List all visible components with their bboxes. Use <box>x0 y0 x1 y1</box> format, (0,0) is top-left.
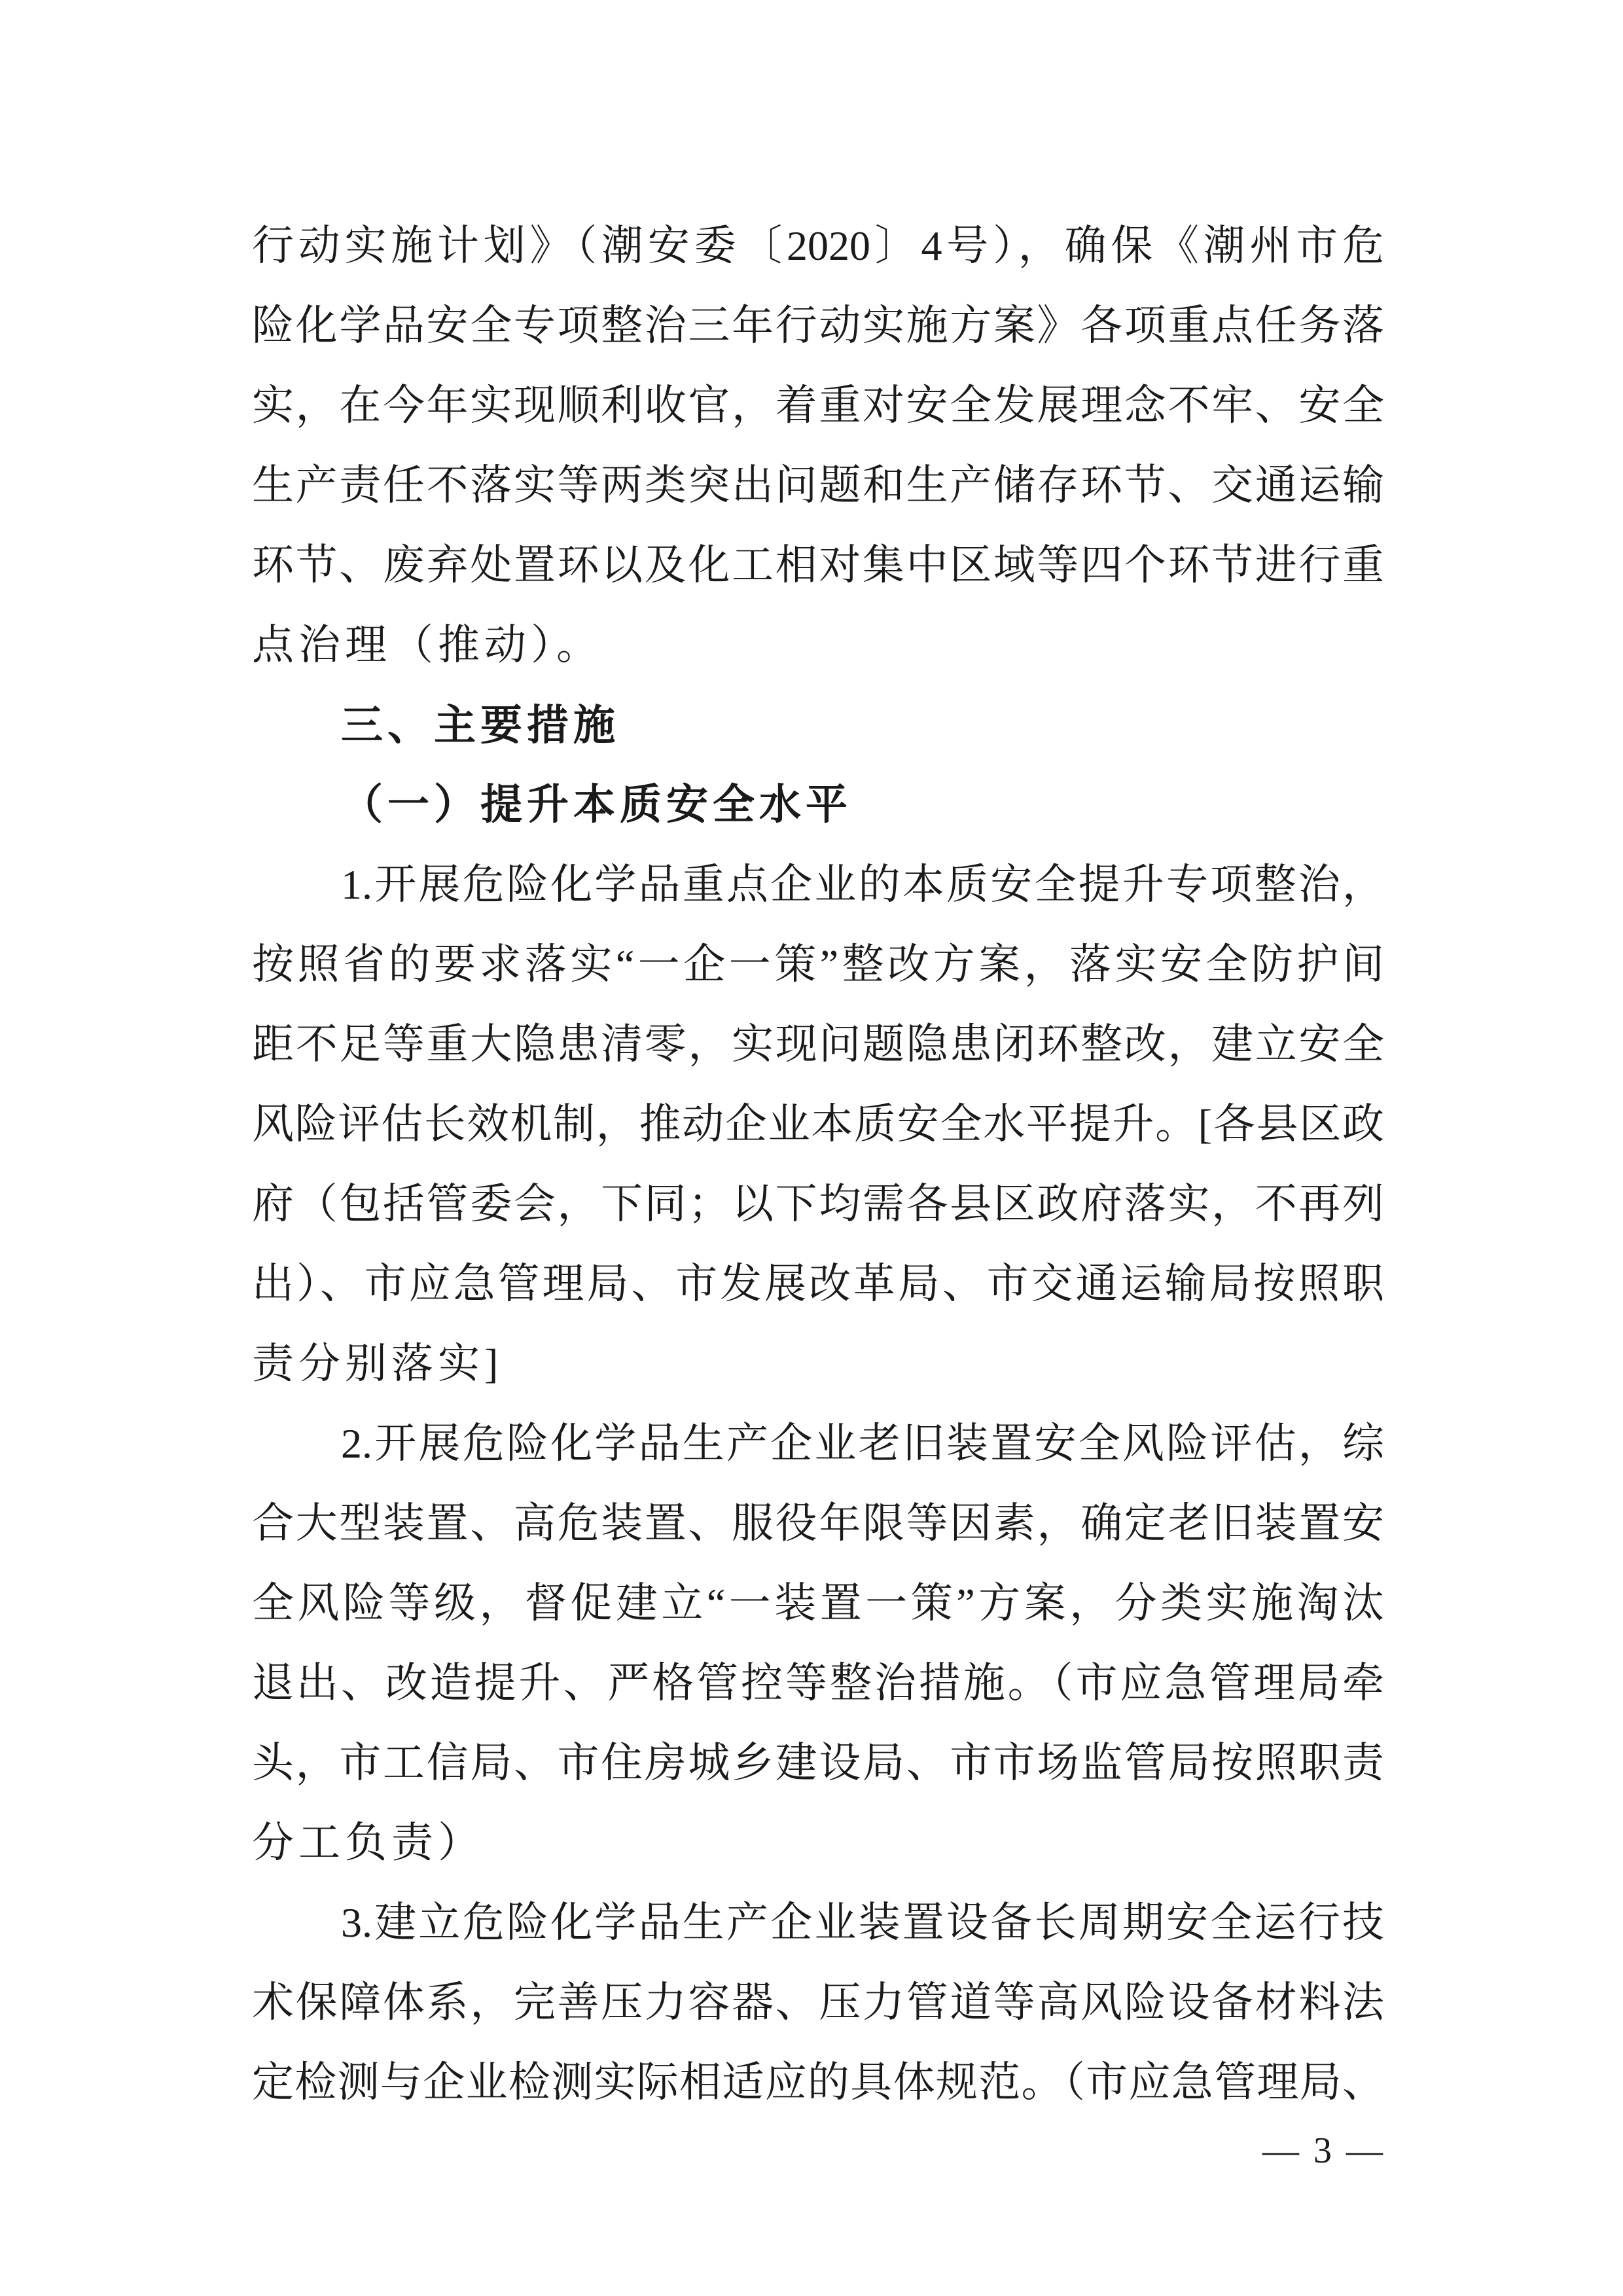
text-line: 2.开展危险化学品生产企业老旧装置安全风险评估，综 <box>341 1420 1384 1467</box>
text-line: 距不足等重大隐患清零，实现问题隐患闭环整改，建立安全 <box>252 1021 1384 1067</box>
paragraph-2 <box>252 1404 1384 1883</box>
text-line: 出）、市应急管理局、市发展改革局、市交通运输局按照职 <box>252 1261 1384 1307</box>
text-line: 险化学品安全专项整治三年行动实施方案》各项重点任务落 <box>252 302 1384 349</box>
text-line: 环节、废弃处置环以及化工相对集中区域等四个环节进行重 <box>252 542 1384 588</box>
text-line: 责分别落实] <box>252 1340 503 1387</box>
text-line: 府（包括管委会，下同；以下均需各县区政府落实，不再列 <box>252 1181 1384 1227</box>
text-line: 头，市工信局、市住房城乡建设局、市市场监管局按照职责 <box>252 1740 1384 1786</box>
document-body <box>252 206 1384 2123</box>
paragraph-3 <box>252 1883 1384 2123</box>
text-line: 点治理（推动）。 <box>252 622 603 668</box>
text-line: 全风险等级，督促建立“一装置一策”方案，分类实施淘汰 <box>252 1580 1384 1626</box>
text-line: 按照省的要求落实“一企一策”整改方案，落实安全防护间 <box>252 941 1384 988</box>
text-line: 实，在今年实现顺利收官，着重对安全发展理念不牢、安全 <box>252 382 1384 429</box>
text-line: 行动实施计划》（潮安委〔2020〕4号），确保《潮州市危 <box>252 223 1384 269</box>
subsection-heading: （一）提升本质安全水平 <box>341 781 852 828</box>
text-line: 风险评估长效机制，推动企业本质安全水平提升。[各县区政 <box>252 1101 1384 1147</box>
text-line: 1.开展危险化学品重点企业的本质安全提升专项整治， <box>341 861 1384 908</box>
text-line: 合大型装置、高危装置、服役年限等因素，确定老旧装置安 <box>252 1500 1384 1547</box>
continued-paragraph <box>252 206 1384 685</box>
text-line: 生产责任不落实等两类突出问题和生产储存环节、交通运输 <box>252 462 1384 509</box>
text-line: 术保障体系，完善压力容器、压力管道等高风险设备材料法 <box>252 1979 1384 2026</box>
text-line: 3.建立危险化学品生产企业装置设备长周期安全运行技 <box>341 1899 1384 1946</box>
text-line: 分工负责） <box>252 1820 484 1866</box>
text-line: 定检测与企业检测实际相适应的具体规范。（市应急管理局、 <box>252 2059 1384 2106</box>
text-line: 退出、改造提升、严格管控等整治措施。（市应急管理局牵 <box>252 1660 1384 1706</box>
section-heading: 三、主要措施 <box>341 702 620 749</box>
paragraph-1 <box>252 845 1384 1404</box>
page-number: — 3 — <box>1262 2130 1385 2171</box>
